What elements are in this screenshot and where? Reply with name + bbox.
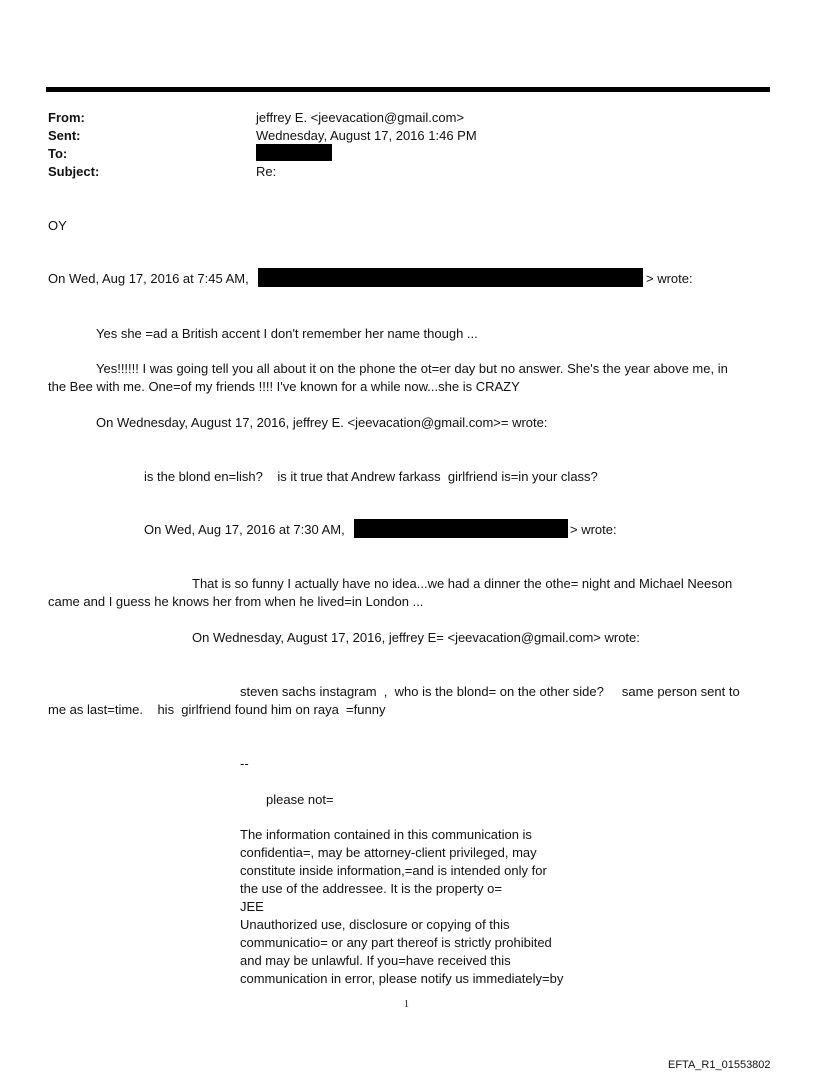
quote4-header: On Wednesday, August 17, 2016, jeffrey E= <jeevacation@gmail.com> wrote:	[192, 630, 640, 645]
msg4-line1: steven sachs instagram , who is the blond= on the other side? same person sent to	[240, 684, 740, 699]
disclaimer-line: communication in error, please notify us immediately=by	[240, 971, 564, 986]
quote3-header-pre: On Wed, Aug 17, 2016 at 7:30 AM,	[144, 522, 345, 537]
disclaimer-line: Unauthorized use, disclosure or copying of this	[240, 917, 510, 932]
disclaimer-line: communicatio= or any part thereof is strictly prohibited	[240, 935, 552, 950]
sent-label: Sent:	[48, 128, 81, 143]
quote1-sender-redaction	[258, 268, 643, 287]
from-label: From:	[48, 110, 85, 125]
page-number: 1	[404, 999, 409, 1010]
signature-please-note: please not=	[266, 792, 334, 807]
quote3-header-post: > wrote:	[570, 522, 617, 537]
signature-dash: --	[240, 756, 249, 771]
disclaimer-line: JEE	[240, 899, 264, 914]
disclaimer-line: and may be unlawful. If you=have received this	[240, 953, 511, 968]
quote1-header-post: > wrote:	[646, 271, 693, 286]
subject-value: Re:	[256, 164, 277, 179]
to-label: To:	[48, 146, 68, 161]
disclaimer-line: The information contained in this communication is	[240, 827, 532, 842]
from-value: jeffrey E. <jeevacation@gmail.com>	[256, 110, 465, 125]
msg1-line1: Yes she =ad a British accent I don't remember her name though ...	[96, 326, 478, 341]
msg3-line2: came and I guess he knows her from when he lived=in London ...	[48, 594, 424, 609]
msg4-line2: me as last=time. his girlfriend found him on raya =funny	[48, 702, 386, 717]
msg1-para2-line2: the Bee with me. One=of my friends !!!! I've known for a while now...she is CRAZY	[48, 379, 520, 394]
msg2-text: is the blond en=lish? is it true that Andrew farkass girlfriend is=in your class?	[144, 469, 598, 484]
reply-text: OY	[48, 218, 67, 233]
msg3-line1: That is so funny I actually have no idea...we had a dinner the othe= night and Michael Neeson	[192, 576, 733, 591]
disclaimer-line: constitute inside information,=and is intended only for	[240, 863, 547, 878]
quote1-header-pre: On Wed, Aug 17, 2016 at 7:45 AM,	[48, 271, 249, 286]
to-redaction	[256, 144, 332, 161]
sent-value: Wednesday, August 17, 2016 1:46 PM	[256, 128, 477, 143]
disclaimer-line: confidentia=, may be attorney-client privileged, may	[240, 845, 537, 860]
quote3-sender-redaction	[354, 519, 568, 538]
header-rule	[46, 87, 770, 92]
quote2-header: On Wednesday, August 17, 2016, jeffrey E. <jeevacation@gmail.com>= wrote:	[96, 415, 548, 430]
document-id: EFTA_R1_01553802	[668, 1059, 771, 1071]
subject-label: Subject:	[48, 164, 100, 179]
disclaimer-line: the use of the addressee. It is the property o=	[240, 881, 502, 896]
msg1-para2-line1: Yes!!!!!! I was going tell you all about it on the phone the ot=er day but no answer. She's the year above me, in	[96, 361, 728, 376]
